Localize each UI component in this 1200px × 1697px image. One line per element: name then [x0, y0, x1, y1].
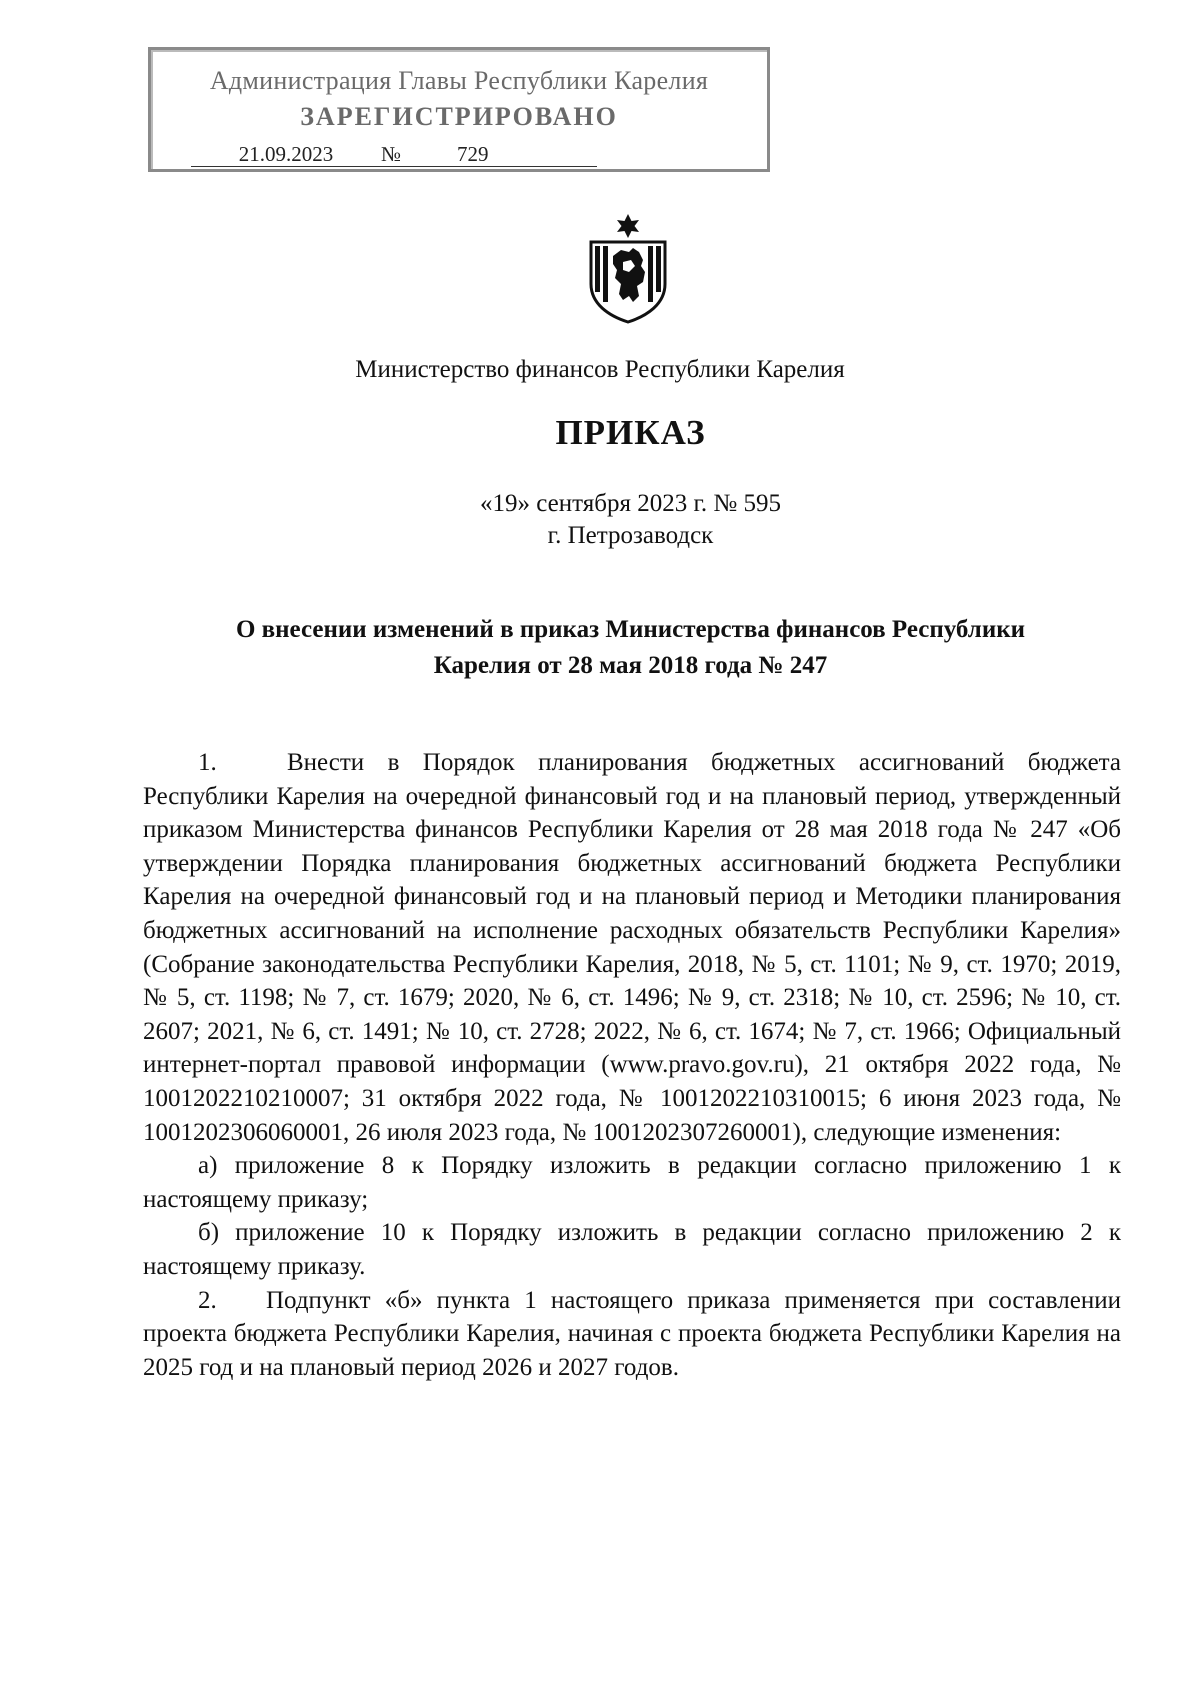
stamp-registration-row — [191, 142, 597, 167]
document-type: ПРИКАЗ — [555, 413, 706, 452]
stamp-number: 729 — [407, 142, 597, 167]
document-title — [150, 612, 1111, 684]
stamp-admin-line: Администрация Главы Республики Карелия — [209, 66, 709, 95]
paragraph-1-number: 1. — [198, 749, 217, 776]
stamp-number-sign: № — [381, 142, 407, 167]
document-title-line-1: О внесении изменений в приказ Министерства финансов Республики — [235, 616, 1026, 643]
paragraph-1b: б) приложение 10 к Порядку изложить в редакции согласно приложению 2 к настоящему приказу. — [143, 1219, 1121, 1280]
paragraph-2 — [143, 1284, 1121, 1385]
stamp-date: 21.09.2023 — [191, 142, 381, 167]
order-date-number: «19» сентября 2023 г. № 595 — [480, 490, 781, 517]
document-title-line-2: Карелия от 28 мая 2018 года № 247 — [433, 652, 828, 679]
order-city: г. Петрозаводск — [547, 522, 714, 549]
document-body — [143, 746, 1121, 1384]
paragraph-2-number: 2. — [198, 1286, 217, 1314]
paragraph-1a: а) приложение 8 к Порядку изложить в редакции согласно приложению 1 к настоящему приказу; — [143, 1152, 1121, 1213]
ministry-name: Министерство финансов Республики Карелия — [355, 356, 845, 383]
paragraph-1 — [143, 746, 1121, 1149]
registration-stamp — [148, 47, 770, 172]
paragraph-2-text: Подпункт «б» пункта 1 настоящего приказа применяется при составлении проекта бюджета Республики Карелия, начиная с проекта бюджета Республики Карелия на 2025 год и на плановый период 2026 и 2027 годов. — [143, 1286, 1121, 1381]
stamp-registered-label: ЗАРЕГИСТРИРОВАНО — [300, 102, 618, 131]
karelia-coat-of-arms-icon — [585, 212, 671, 324]
paragraph-1-text: Внести в Порядок планирования бюджетных ассигнований бюджета Республики Карелия на очередной финансовый год и на плановый период, утвержденный приказом Министерства финансов Республики Карелия от 28 мая 2018 года № 247 «Об утверждении Порядка планирования бюджетных ассигнований бюджета Республики Карелия на очередной финансовый год и на плановый период и Методики планирования бюджетных ассигнований на исполнение расходных обязательств Республики Карелия» (Собрание законодательства Республики Карелия, 2018, № 5, ст. 1101; № 9, ст. 1970; 2019, № 5, ст. 1198; № 7, ст. 1679; 2020, № 6, ст. 1496; № 9, ст. 2318; № 10, ст. 2596; № 10, ст. 2607; 2021, № 6, ст. 1491; № 10, ст. 2728; 2022, № 6, ст. 1674; № 7, ст. 1966; Официальный интернет-портал правовой информации (www.pravo.gov.ru), 21 октября 2022 года, № 1001202210210007; 31 октября 2022 года, № 1001202210310015; 6 июня 2023 года, № 1001202306060001, 26 июля 2023 года, № 1001202307260001), следующие изменения: — [143, 749, 1121, 1146]
